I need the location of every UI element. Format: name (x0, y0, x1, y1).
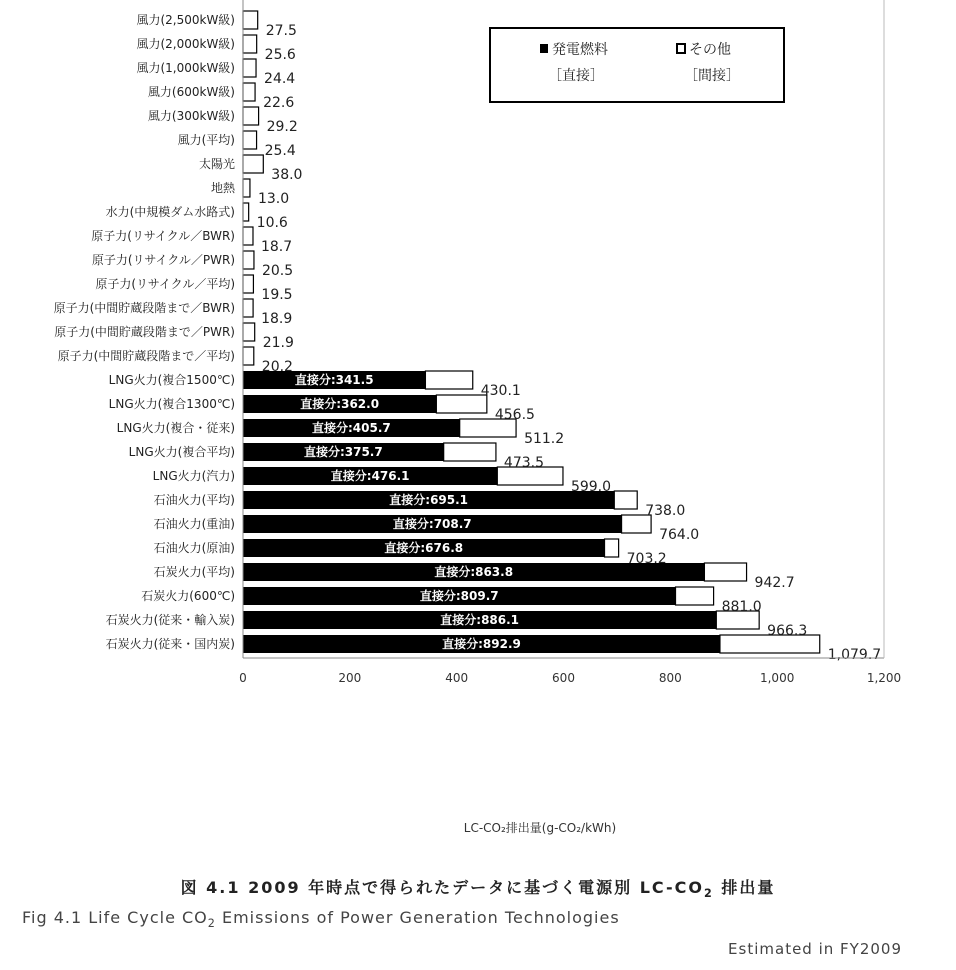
bar-other (243, 179, 250, 197)
legend-swatch-direct (540, 44, 548, 53)
bar-total-label: 473.5 (503, 455, 545, 471)
category-label: 石炭火力(600℃) (141, 589, 235, 603)
bar-direct-label: 直接分:708.7 (392, 517, 472, 531)
bar-direct-label: 直接分:375.7 (303, 445, 383, 459)
category-label: 水力(中規模ダム水路式) (105, 205, 235, 219)
bar-total-label: 13.0 (257, 191, 290, 207)
category-label: 原子力(中間貯蔵段階まで／BWR) (53, 301, 235, 315)
category-label: 風力(300kW級) (147, 109, 235, 123)
bar-total-label: 21.9 (262, 335, 294, 351)
category-label: 風力(2,000kW級) (136, 37, 235, 51)
bar-total-label: 18.7 (260, 239, 293, 255)
legend-swatch-other (677, 44, 685, 53)
category-label: LNG火力(複合・従来) (116, 421, 235, 435)
category-label: 太陽光 (198, 157, 235, 171)
bar-total-label: 764.0 (659, 527, 700, 543)
bar-direct-label: 直接分:809.7 (419, 589, 499, 603)
bar-direct-label: 直接分:476.1 (330, 469, 410, 483)
bar-total-label: 20.2 (261, 359, 293, 375)
x-tick-label: 800 (658, 671, 682, 685)
figure-caption-en: Fig 4.1 Life Cycle $CO_2$ Emissions of Power Generation Technologies (22, 908, 620, 931)
x-tick-label: 1,000 (759, 671, 795, 685)
bar-total-label: 25.4 (264, 143, 296, 159)
category-label: 石油火力(重油) (153, 517, 235, 531)
figure-caption-jp: 図 4.1 2009 年時点で得られたデータに基づく電源別 $LC-CO_2$ 排出量 (180, 878, 776, 901)
x-axis-title: LC-CO₂排出量(g-CO₂/kWh) (463, 821, 617, 835)
bar-total-label: 703.2 (626, 551, 667, 567)
category-label: LNG火力(複合1500℃) (108, 373, 235, 387)
bar-total-label: 20.5 (261, 263, 294, 279)
bar-total-label: 22.6 (263, 95, 295, 111)
bar-total-label: 430.1 (480, 383, 521, 399)
bar-other (243, 11, 258, 29)
bar-other (243, 227, 253, 245)
bar-total-label: 456.5 (494, 407, 535, 423)
bar-other (243, 323, 255, 341)
bar-other (243, 107, 259, 125)
bar-total-label: 966.3 (767, 623, 808, 639)
bar-direct-label: 直接分:362.0 (300, 397, 380, 411)
bar-direct-label: 直接分:341.5 (294, 373, 374, 387)
category-label: 石炭火力(従来・輸入炭) (105, 613, 235, 627)
bar-other (243, 203, 249, 221)
bar-other (676, 587, 714, 605)
bar-total-label: 24.4 (264, 71, 296, 87)
bar-total-label: 29.2 (266, 119, 298, 135)
category-label: LNG火力(汽力) (152, 469, 235, 483)
bar-other (704, 563, 746, 581)
bar-total-label: 38.0 (271, 167, 303, 183)
bar-total-label: 942.7 (754, 575, 795, 591)
legend-box (490, 28, 784, 102)
category-label: 風力(平均) (177, 133, 235, 147)
legend (490, 28, 784, 102)
bar-total-label: 511.2 (524, 431, 565, 447)
bar-other (243, 251, 254, 269)
category-label: 風力(1,000kW級) (136, 61, 235, 75)
bar-other (243, 131, 257, 149)
bar-other (243, 347, 254, 365)
x-tick-label: 1,200 (866, 671, 902, 685)
bar-total-label: 18.9 (261, 311, 293, 327)
bar-other (614, 491, 637, 509)
estimated-note: Estimated in FY2009 (728, 940, 902, 958)
category-label: 地熱 (210, 181, 235, 195)
bar-direct-label: 直接分:695.1 (389, 493, 469, 507)
bars-layer (243, 11, 820, 653)
bar-direct-label: 直接分:863.8 (434, 565, 514, 579)
legend-label-other: その他 (689, 42, 731, 58)
category-label: 原子力(リサイクル／平均) (95, 277, 235, 291)
category-label: LNG火力(複合平均) (128, 445, 235, 459)
bar-total-label: 881.0 (721, 599, 762, 615)
legend-sub-other: ［間接］ (684, 68, 740, 84)
bar-other (444, 443, 496, 461)
x-tick-label: 400 (445, 671, 469, 685)
bar-other (243, 35, 257, 53)
category-label: 石炭火力(従来・国内炭) (105, 637, 235, 651)
category-label: 風力(600kW級) (147, 85, 235, 99)
bar-total-label: 27.5 (265, 23, 297, 39)
legend-sub-direct: ［直接］ (548, 68, 604, 84)
legend-label-direct: 発電燃料 (552, 42, 608, 58)
x-tick-label: 600 (552, 671, 575, 685)
category-label: 原子力(中間貯蔵段階まで／平均) (57, 349, 235, 363)
bar-total-label: 738.0 (645, 503, 686, 519)
category-label: 原子力(リサイクル／BWR) (91, 229, 235, 243)
category-label: 石油火力(平均) (153, 493, 235, 507)
category-label: 石炭火力(平均) (153, 565, 235, 579)
bar-total-label: 599.0 (570, 479, 612, 495)
x-tick-label: 200 (338, 671, 362, 685)
bar-other (243, 83, 255, 101)
category-label: 風力(2,500kW級) (136, 13, 235, 27)
category-label: 石油火力(原油) (153, 541, 235, 555)
bar-other (243, 275, 253, 293)
bar-other (243, 59, 256, 77)
bar-other (436, 395, 486, 413)
category-label: LNG火力(複合1300℃) (108, 397, 235, 411)
bar-direct-label: 直接分:886.1 (440, 613, 520, 627)
bar-other (425, 371, 472, 389)
bar-direct-label: 直接分:892.9 (442, 637, 521, 651)
category-labels (54, 12, 236, 651)
bar-other (243, 299, 253, 317)
bar-total-label: 19.5 (261, 287, 293, 303)
bar-direct-label: 直接分:676.8 (384, 541, 464, 555)
category-label: 原子力(中間貯蔵段階まで／PWR) (54, 325, 235, 339)
bar-total-label: 10.6 (256, 215, 288, 231)
bar-total-label: 25.6 (264, 47, 296, 63)
bar-direct-label: 直接分:405.7 (311, 421, 391, 435)
bar-other (605, 539, 619, 557)
x-tick-label: 0 (239, 671, 247, 685)
category-label: 原子力(リサイクル／PWR) (91, 253, 235, 267)
bar-other (243, 155, 263, 173)
bar-total-label: 1,079.7 (827, 647, 882, 663)
